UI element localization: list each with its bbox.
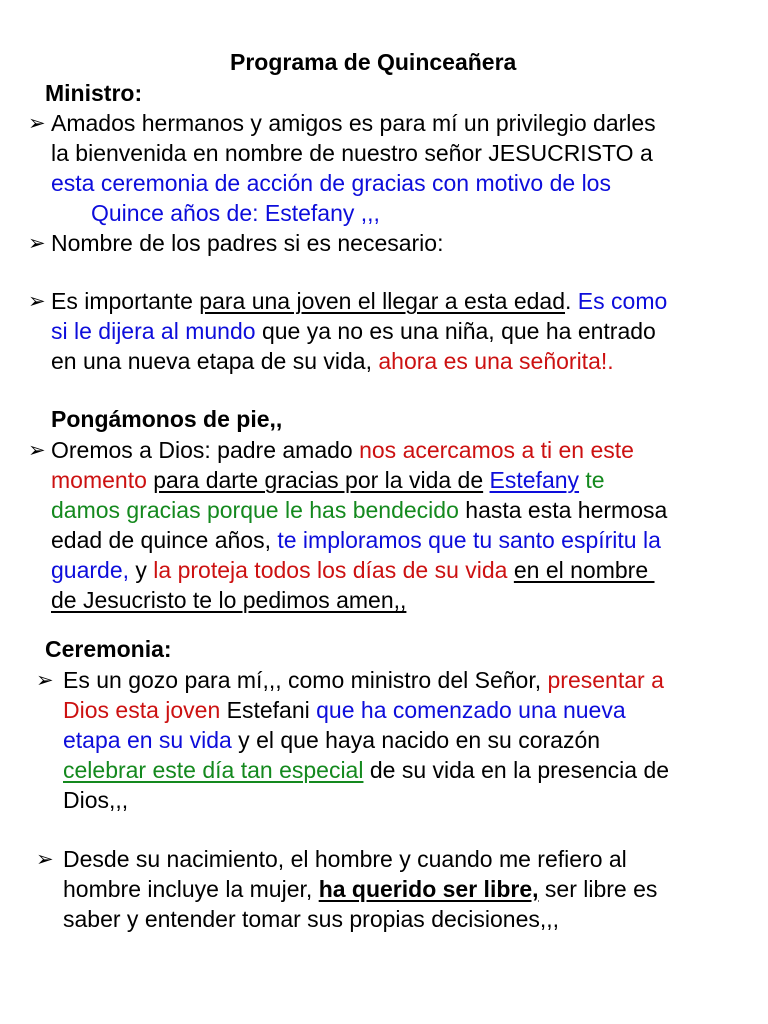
paragraph-line: Nombre de los padres si es necesario: — [51, 230, 444, 256]
paragraph-line — [63, 665, 664, 695]
text-run: Estefani — [220, 697, 317, 723]
underlined-text: en el nombre — [513, 557, 655, 583]
blue-text: te imploramos que tu santo espíritu la — [277, 527, 661, 553]
paragraph-line: la bienvenida en nombre de nuestro señor JESUCRISTO a — [51, 140, 653, 166]
paragraph-line — [51, 525, 661, 555]
paragraph-line — [51, 316, 656, 346]
text-run: hasta esta hermosa — [458, 497, 668, 523]
paragraph-line: saber y entender tomar sus propias decisiones,,, — [63, 906, 560, 932]
underlined-green-text: celebrar este día tan especial — [63, 757, 364, 783]
text-run: Es un gozo para mí,,, como ministro del Señor, — [63, 667, 548, 693]
paragraph-line: Desde su nacimiento, el hombre y cuando me refiero al — [63, 846, 627, 872]
bullet-arrow-icon: ➢ — [36, 847, 54, 871]
paragraph-line: esta ceremonia de acción de gracias con motivo de los — [51, 170, 611, 196]
red-text: Dios esta joven — [63, 697, 221, 723]
text-run: ser libre es — [538, 876, 658, 902]
section-heading-pongamonos: Pongámonos de pie,, — [51, 406, 283, 432]
bullet-arrow-icon: ➢ — [28, 289, 46, 313]
text-run: hombre incluye la mujer, — [63, 876, 319, 902]
text-run: que ya no es una niña, que ha entrado — [255, 318, 656, 344]
text-run: y el que haya nacido en su corazón — [231, 727, 601, 753]
underlined-text: para una joven el llegar a esta edad — [199, 288, 566, 314]
bullet-arrow-icon: ➢ — [36, 668, 54, 692]
paragraph-line — [63, 695, 626, 725]
text-run: de su vida en la presencia de — [363, 757, 670, 783]
red-text: ahora es una señorita!. — [378, 348, 614, 374]
green-text: te — [579, 467, 605, 493]
blue-text: etapa en su vida — [63, 727, 232, 753]
paragraph-line: Amados hermanos y amigos es para mí un privilegio darles — [51, 110, 656, 136]
bold-underlined-text: ha querido ser libre, — [318, 876, 539, 902]
red-text: momento — [51, 467, 147, 493]
paragraph-line: Quince años de: Estefany ,,, — [91, 200, 380, 226]
bullet-arrow-icon: ➢ — [28, 111, 46, 135]
text-run: Es importante — [51, 288, 200, 314]
paragraph-line — [51, 465, 605, 495]
paragraph-line — [51, 435, 634, 465]
paragraph-line — [51, 286, 667, 316]
paragraph-line — [63, 725, 600, 755]
blue-text: Es como — [577, 288, 668, 314]
red-text: la proteja todos los días de su vida — [153, 557, 508, 583]
red-text: presentar a — [547, 667, 664, 693]
text-run: en una nueva etapa de su vida, — [51, 348, 379, 374]
underlined-text: para darte gracias por la vida de — [153, 467, 484, 493]
red-text: nos acercamos a ti en este — [359, 437, 634, 463]
text-run: . — [565, 288, 578, 314]
text-run: Oremos a Dios: padre amado — [51, 437, 360, 463]
bullet-arrow-icon: ➢ — [28, 438, 46, 462]
paragraph-line — [63, 755, 669, 785]
paragraph-line: de Jesucristo te lo pedimos amen,, — [51, 587, 407, 613]
section-heading-ceremonia: Ceremonia: — [45, 636, 172, 662]
blue-text: guarde, — [51, 557, 130, 583]
section-heading-ministro: Ministro: — [45, 80, 143, 106]
blue-text: que ha comenzado una nueva — [316, 697, 626, 723]
paragraph-line — [63, 874, 657, 904]
page-title: Programa de Quinceañera — [230, 49, 517, 75]
paragraph-line: Dios,,, — [63, 787, 129, 813]
paragraph-line — [51, 346, 614, 376]
paragraph-line — [51, 555, 655, 585]
green-text: damos gracias porque le has bendecido — [51, 497, 459, 523]
text-run: y — [129, 557, 154, 583]
text-run: edad de quince años, — [51, 527, 278, 553]
bullet-arrow-icon: ➢ — [28, 231, 46, 255]
paragraph-line — [51, 495, 667, 525]
blue-text: si le dijera al mundo — [51, 318, 256, 344]
name-link-text: Estefany — [489, 467, 580, 493]
